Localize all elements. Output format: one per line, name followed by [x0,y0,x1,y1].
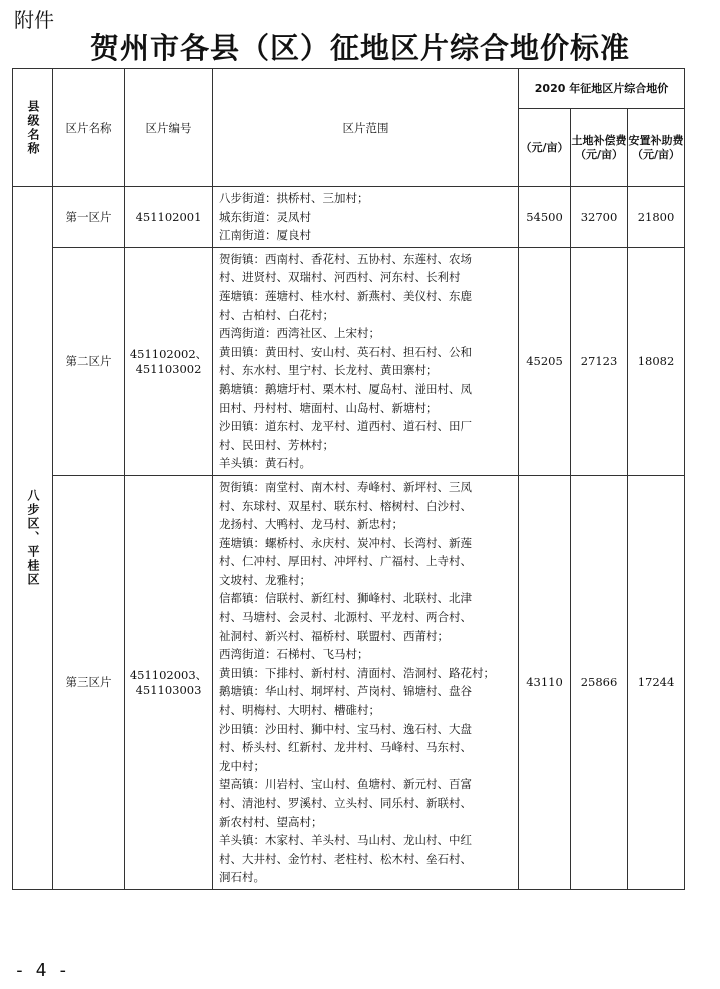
scope-line: 沙田镇：沙田村、狮中村、宝马村、逸石村、大盘 [219,721,472,736]
scope-line: 沙田镇：道东村、龙平村、道西村、道石村、田厂 [219,419,472,434]
header-county: 县级名称 [13,69,53,187]
scope-line: 黄田镇：黄田村、安山村、英石村、担石村、公和 [219,344,472,359]
scope-line: 羊头镇：黄石村。 [219,456,311,471]
scope-line: 鹅塘镇：华山村、垌坪村、芦岗村、锦塘村、盘谷 [219,684,472,699]
header-resettle: 安置补助费（元/亩） [628,109,685,187]
land-comp-cell: 32700 [571,187,628,248]
scope-line: 村、民田村、芳林村； [219,437,334,452]
scope-line: 村、进贤村、双瑞村、河西村、河东村、长利村 [219,270,461,285]
county-name-cell: 八步区、平桂区 [13,187,53,890]
header-land-comp: 土地补偿费（元/亩） [571,109,628,187]
scope-line: 村、东球村、双星村、联东村、榕树村、白沙村、 [219,498,472,513]
zone-name-cell: 第三区片 [53,475,125,889]
header-price-group: 2020 年征地区片综合地价 [519,69,685,109]
resettle-cell: 21800 [628,187,685,248]
scope-line: 村、明梅村、大明村、槽碓村； [219,703,380,718]
table-row [13,475,685,889]
scope-line: 贺街镇：西南村、香花村、五协村、东莲村、农场 [219,251,472,266]
zone-name-cell: 第二区片 [53,247,125,475]
scope-line: 村、古柏村、白花村； [219,307,334,322]
scope-line: 西湾街道：西湾社区、上宋村； [219,326,380,341]
page-title: 贺州市各县（区）征地区片综合地价标准 [89,31,630,65]
table-row [13,247,685,475]
resettle-cell: 17244 [628,475,685,889]
scope-line: 新农村村、望高村； [219,814,323,829]
scope-line: 龙中村； [219,758,265,773]
zone-code-cell: 451102003、451103003 [125,475,213,889]
zone-scope-cell [213,187,519,248]
price-cell: 54500 [519,187,571,248]
scope-line: 羊头镇：木家村、羊头村、马山村、龙山村、中红 [219,833,472,848]
scope-line: 鹅塘镇：鹅塘圩村、栗木村、厦岛村、湴田村、凤 [219,381,472,396]
resettle-cell: 18082 [628,247,685,475]
land-comp-cell: 25866 [571,475,628,889]
scope-line: 村、仁冲村、厚田村、冲坪村、广福村、上寺村、 [219,554,472,569]
header-zone-code: 区片编号 [125,69,213,187]
scope-line: 村、马塘村、会灵村、北源村、平龙村、两合村、 [219,610,472,625]
price-cell: 45205 [519,247,571,475]
table-row [13,187,685,248]
annex-label: 附件 [14,8,54,32]
scope-line: 八步街道：拱桥村、三加村； [219,191,369,205]
zone-scope-cell [213,247,519,475]
scope-line: 村、桥头村、红新村、龙井村、马峰村、马东村、 [219,740,472,755]
scope-line: 文坡村、龙雅村； [219,572,311,587]
header-price-unit: （元/亩） [519,109,571,187]
scope-line: 莲塘镇：螺桥村、永庆村、炭冲村、长湾村、新莲 [219,535,472,550]
scope-line: 西湾街道：石梯村、飞马村； [219,647,369,662]
scope-line: 贺街镇：南堂村、南木村、寿峰村、新坪村、三凤 [219,479,472,494]
scope-line: 村、东水村、里宁村、长龙村、黄田寨村； [219,363,438,378]
price-cell: 43110 [519,475,571,889]
scope-line: 洞石村。 [219,870,265,885]
scope-line: 江南街道：厦良村 [219,228,311,243]
land-comp-cell: 27123 [571,247,628,475]
scope-line: 信都镇：信联村、新红村、狮峰村、北联村、北津 [219,591,472,606]
scope-line: 望高镇：川岩村、宝山村、鱼塘村、新元村、百富 [219,777,472,792]
zone-code-cell: 451102002、451103002 [125,247,213,475]
zone-name-cell: 第一区片 [53,187,125,248]
land-price-table [12,68,685,890]
scope-line: 莲塘镇：莲塘村、桂水村、新燕村、美仪村、东鹿 [219,288,472,303]
scope-line: 城东街道：灵凤村 [219,209,311,224]
zone-scope-cell [213,475,519,889]
scope-line: 黄田镇：下排村、新村村、清面村、浩洞村、路花村； [219,665,495,680]
scope-line: 田村、丹村村、塘面村、山岛村、新塘村； [219,400,438,415]
header-zone-name: 区片名称 [53,69,125,187]
scope-line: 村、清池村、罗溪村、立头村、同乐村、新联村、 [219,796,472,810]
header-zone-scope: 区片范围 [213,69,519,187]
scope-line: 村、大井村、金竹村、老柱村、松木村、垒石村、 [219,851,472,866]
zone-code-cell: 451102001 [125,187,213,248]
scope-line: 祉洞村、新兴村、福桥村、联盟村、西莆村； [219,628,449,643]
scope-line: 龙扬村、大鸭村、龙马村、新忠村； [219,517,403,532]
page-number: - 4 - [14,960,69,981]
